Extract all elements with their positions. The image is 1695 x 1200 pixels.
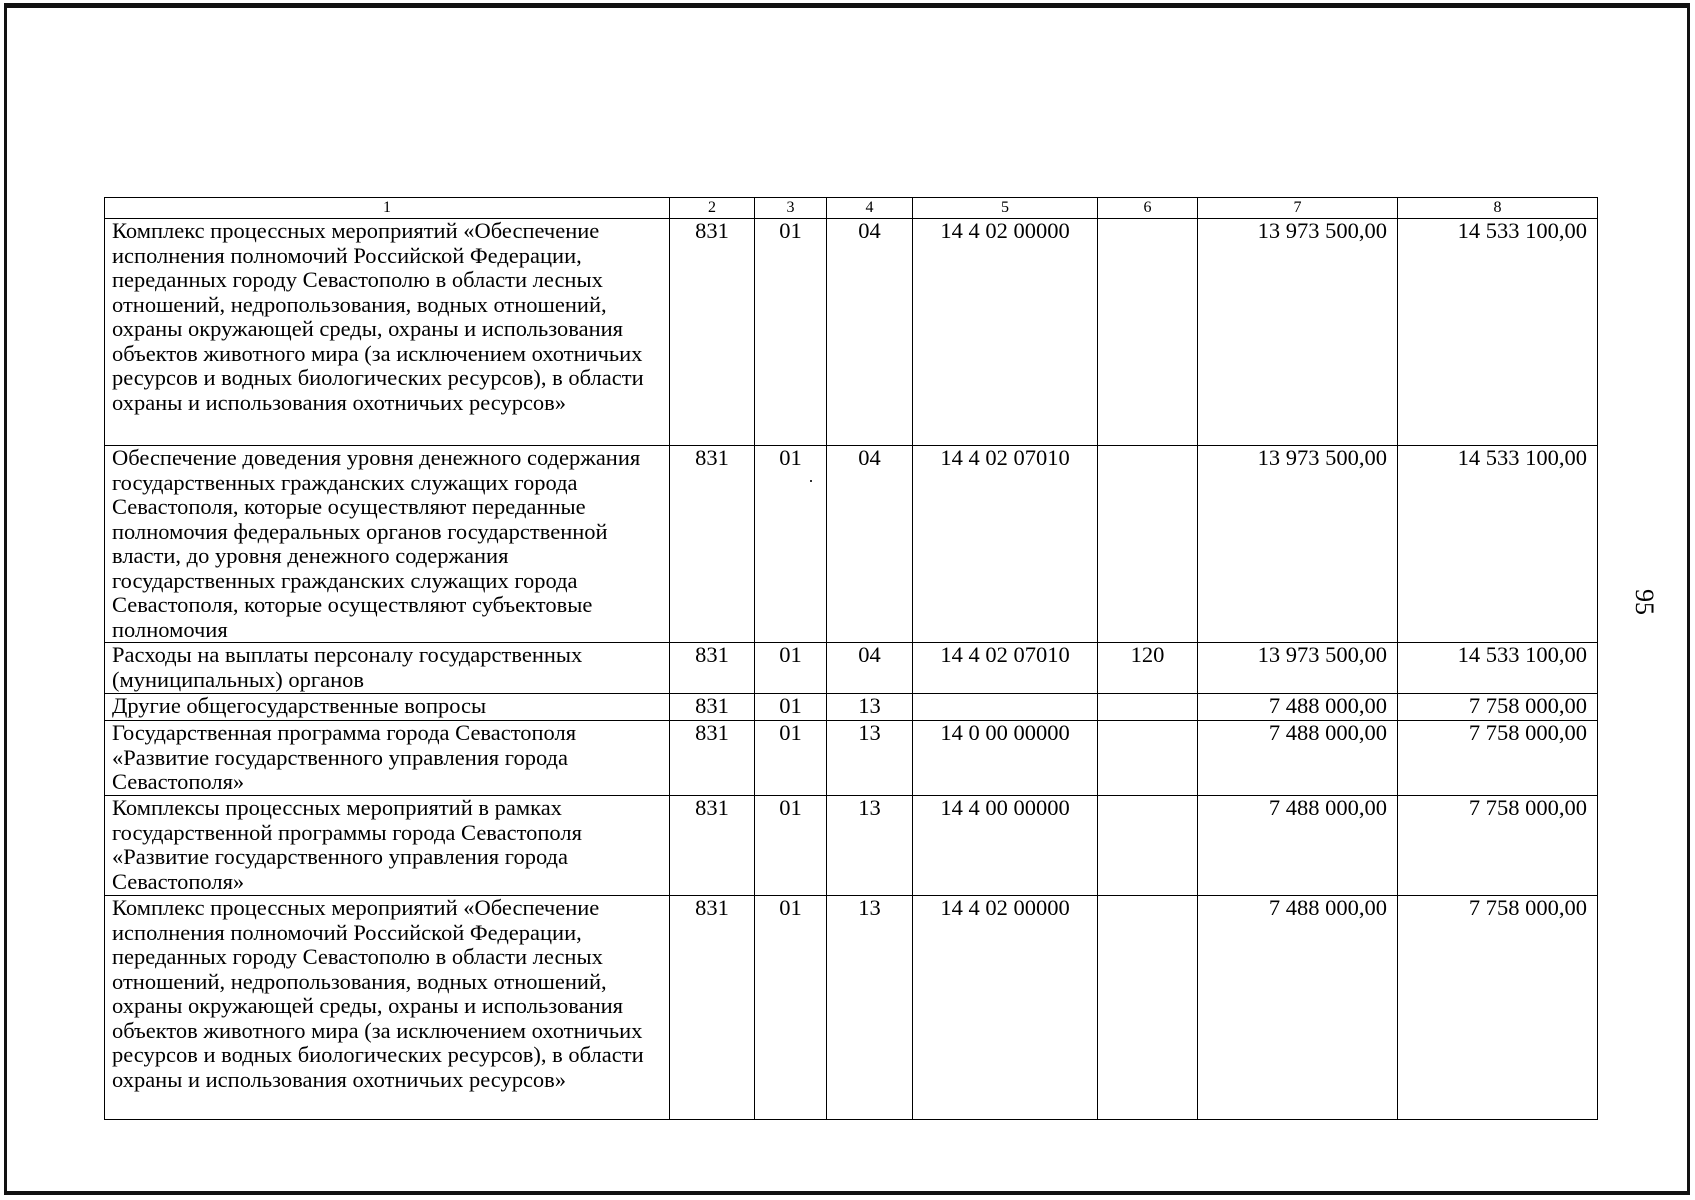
table-header-row	[105, 198, 1598, 219]
cell-col6	[1098, 219, 1198, 446]
table-row	[105, 219, 1598, 446]
cell-col8: 7 758 000,00	[1398, 694, 1598, 721]
cell-col5: 14 4 02 07010	[913, 643, 1098, 694]
column-number: 6	[1098, 198, 1198, 219]
column-number: 2	[670, 198, 755, 219]
cell-col8: 7 758 000,00	[1398, 896, 1598, 1120]
table-row	[105, 694, 1598, 721]
cell-col4: 13	[827, 721, 913, 796]
cell-col4: 13	[827, 896, 913, 1120]
cell-col5: 14 4 00 00000	[913, 796, 1098, 896]
cell-col3: 01	[755, 896, 827, 1120]
row-description: Обеспечение доведения уровня денежного содержания государственных гражданских служащих города Севастополя, которые осуществляют переданные полномочия федеральных органов государственной власти, до уровня денежного содержания государственных гражданских служащих города Севастополя, которые осуществляют субъектовые полномочия	[105, 446, 670, 643]
table-row	[105, 796, 1598, 896]
cell-col4: 04	[827, 219, 913, 446]
cell-col8: 14 533 100,00	[1398, 446, 1598, 643]
cell-col8: 7 758 000,00	[1398, 721, 1598, 796]
cell-col2: 831	[670, 446, 755, 643]
table-row	[105, 446, 1598, 643]
cell-col7: 7 488 000,00	[1198, 721, 1398, 796]
cell-col5: 14 4 02 07010	[913, 446, 1098, 643]
cell-col2: 831	[670, 694, 755, 721]
cell-col6	[1098, 796, 1198, 896]
column-number: 3	[755, 198, 827, 219]
table-row	[105, 643, 1598, 694]
row-description: Другие общегосударственные вопросы	[105, 694, 670, 721]
cell-col6: 120	[1098, 643, 1198, 694]
cell-col4: 13	[827, 694, 913, 721]
table-row	[105, 721, 1598, 796]
column-number: 5	[913, 198, 1098, 219]
cell-col6	[1098, 721, 1198, 796]
cell-col7: 13 973 500,00	[1198, 643, 1398, 694]
cell-col6	[1098, 896, 1198, 1120]
cell-col5: 14 4 02 00000	[913, 896, 1098, 1120]
cell-col7: 7 488 000,00	[1198, 694, 1398, 721]
cell-col8: 7 758 000,00	[1398, 796, 1598, 896]
cell-col2: 831	[670, 896, 755, 1120]
cell-col3: 01	[755, 219, 827, 446]
column-number: 1	[105, 198, 670, 219]
cell-col6	[1098, 694, 1198, 721]
cell-col7: 13 973 500,00	[1198, 446, 1398, 643]
row-description: Расходы на выплаты персоналу государственных (муниципальных) органов	[105, 643, 670, 694]
cell-col2: 831	[670, 721, 755, 796]
cell-col2: 831	[670, 643, 755, 694]
cell-col3: 01	[755, 721, 827, 796]
row-description: Комплекс процессных мероприятий «Обеспечение исполнения полномочий Российской Федерации, переданных городу Севастополю в области лесных отношений, недропользования, водных отношений, охраны окружающей среды, охраны и использования объектов животного мира (за исключением охотничьих ресурсов и водных биологических ресурсов), в области охраны и использования охотничьих ресурсов»	[105, 219, 670, 446]
column-number: 8	[1398, 198, 1598, 219]
row-description: Комплексы процессных мероприятий в рамках государственной программы города Севастополя «Развитие государственного управления города Севастополя»	[105, 796, 670, 896]
cell-col5	[913, 694, 1098, 721]
cell-col2: 831	[670, 796, 755, 896]
budget-table	[104, 197, 1598, 1120]
table-row	[105, 896, 1598, 1120]
cell-col5: 14 4 02 00000	[913, 219, 1098, 446]
cell-col4: 04	[827, 446, 913, 643]
cell-col4: 13	[827, 796, 913, 896]
row-description: Государственная программа города Севастополя «Развитие государственного управления города Севастополя»	[105, 721, 670, 796]
cell-col5: 14 0 00 00000	[913, 721, 1098, 796]
cell-col7: 7 488 000,00	[1198, 896, 1398, 1120]
cell-col8: 14 533 100,00	[1398, 219, 1598, 446]
row-description: Комплекс процессных мероприятий «Обеспечение исполнения полномочий Российской Федерации, переданных городу Севастополю в области лесных отношений, недропользования, водных отношений, охраны окружающей среды, охраны и использования объектов животного мира (за исключением охотничьих ресурсов и водных биологических ресурсов), в области охраны и использования охотничьих ресурсов»	[105, 896, 670, 1120]
cell-col3: 01	[755, 796, 827, 896]
cell-col4: 04	[827, 643, 913, 694]
cell-col3: 01	[755, 694, 827, 721]
cell-col3: 01	[755, 446, 827, 643]
cell-col6	[1098, 446, 1198, 643]
cell-col8: 14 533 100,00	[1398, 643, 1598, 694]
cell-col7: 7 488 000,00	[1198, 796, 1398, 896]
column-number: 7	[1198, 198, 1398, 219]
cell-col7: 13 973 500,00	[1198, 219, 1398, 446]
column-number: 4	[827, 198, 913, 219]
cell-col2: 831	[670, 219, 755, 446]
cell-col3: 01	[755, 643, 827, 694]
page-number: 95	[1630, 589, 1659, 615]
